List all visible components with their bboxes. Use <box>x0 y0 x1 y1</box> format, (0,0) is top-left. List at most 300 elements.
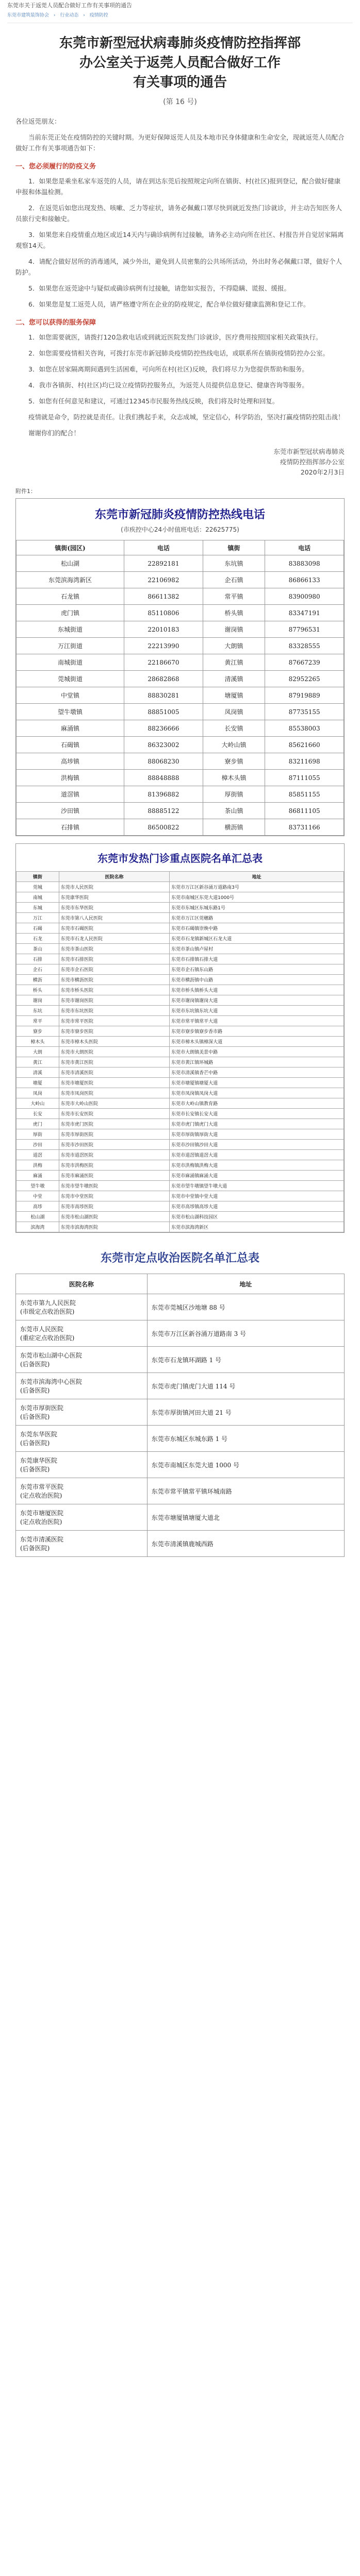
breadcrumb-item[interactable]: 东莞市建筑装饰协会 <box>7 13 50 18</box>
table-row <box>17 753 344 770</box>
hospital-name-cell: 东莞市常平医院 (定点收治医院) <box>16 1478 148 1504</box>
hospital-name-cell: 东莞市大朗医院 <box>59 1047 169 1057</box>
paragraph: 1．如果您是乘坐私家车返莞的人员，请在到达东莞后按照规定向所在镇街、村(社区)报到登记，配合做好健康申报和体温检测。 <box>15 177 341 196</box>
address-cell: 东莞市莞城区沙地塘 88 号 <box>147 1294 344 1320</box>
phone-cell: 87111055 <box>265 770 344 786</box>
table-row <box>17 671 344 687</box>
hospital-name-cell: 东莞市道滘医院 <box>59 1150 169 1160</box>
town-cell: 道滘镇 <box>17 786 124 803</box>
hospital-name-cell: 东莞市长安医院 <box>59 1109 169 1119</box>
signature-date: 2020年2月3日 <box>300 468 345 476</box>
document-number: (第 16 号) <box>163 98 197 106</box>
town-cell: 厚街镇 <box>203 786 265 803</box>
table-row <box>17 1037 344 1047</box>
hospital-name-cell: 东莞市洪梅医院 <box>59 1160 169 1171</box>
table-row <box>17 803 344 819</box>
paragraph: 5．如果您在返莞途中与疑似或确诊病例有过接触，请您如实报告，不得隐瞒、谎报、缓报。 <box>28 284 290 292</box>
town-cell: 长安 <box>17 1109 59 1119</box>
phone-cell: 83328555 <box>265 638 344 654</box>
town-cell: 凤岗镇 <box>203 704 265 720</box>
town-cell: 清溪 <box>17 1067 59 1078</box>
table-row <box>17 1098 344 1109</box>
hotline-table-subtitle: (市疾控中心24小时值班电话：22625775) <box>121 526 239 533</box>
town-cell: 常平 <box>17 1016 59 1026</box>
town-cell: 东坑镇 <box>203 555 265 572</box>
table-row <box>17 954 344 964</box>
address-cell: 东莞市松山湖科技园区 <box>170 1212 344 1222</box>
address-cell: 东莞市虎门镇虎门大道 114 号 <box>147 1373 344 1399</box>
table-row <box>17 704 344 720</box>
phone-cell: 85538003 <box>265 720 344 737</box>
phone-cell: 88848888 <box>124 770 203 786</box>
paragraph: 5．如您有任何意见和建议，可通过12345市民服务热线反映，我们将及时处理和回复。 <box>28 397 279 405</box>
designated-hospital-table-card <box>15 1243 345 1557</box>
phone-cell: 88830281 <box>124 687 203 704</box>
section-heading: 二、您可以获得的服务保障 <box>15 319 96 327</box>
paragraph: 4．请配合做好居所的消毒通风，减少外出，避免到人员密集的公共场所活动，外出时务必佩戴口罩，做好个人防护。 <box>15 258 342 276</box>
address-cell: 东莞市厚街镇河田大道 21 号 <box>147 1399 344 1426</box>
town-cell: 石碣 <box>17 923 59 934</box>
address-cell: 东莞市石排镇石排大道 <box>170 954 344 964</box>
table-row <box>17 1181 344 1191</box>
column-header: 电话 <box>124 540 203 555</box>
address-cell: 东莞市万江区新谷涌万道路南 3 号 <box>147 1320 344 1347</box>
hospital-name-cell: 东莞市松山湖中心医院 (后备医院) <box>16 1347 148 1373</box>
town-cell: 石排 <box>17 954 59 964</box>
table-row <box>17 819 344 836</box>
hospital-name-cell: 东莞市石排医院 <box>59 954 169 964</box>
table-row <box>17 1212 344 1222</box>
hospital-name-cell: 东莞市厚街医院 <box>59 1129 169 1140</box>
town-cell: 黄江 <box>17 1057 59 1067</box>
town-cell: 麻涌 <box>17 1171 59 1181</box>
designated-hospital-table-title: 东莞市定点收治医院名单汇总表 <box>100 1251 259 1265</box>
town-cell: 松山湖 <box>17 555 124 572</box>
breadcrumb <box>0 11 360 20</box>
address-cell: 东莞市桥头镇桥头大道 <box>170 985 344 995</box>
table-row <box>17 934 344 944</box>
town-cell: 茶山 <box>17 944 59 954</box>
phone-cell: 28682868 <box>124 671 203 687</box>
column-header: 地址 <box>170 872 344 882</box>
address-cell: 东莞市凤岗镇凤岗大道 <box>170 1088 344 1098</box>
phone-cell: 86323002 <box>124 737 203 753</box>
address-cell: 东莞市南城区东莞大道 1000 号 <box>147 1452 344 1478</box>
town-cell: 万江街道 <box>17 638 124 654</box>
phone-cell: 83731166 <box>265 819 344 836</box>
phone-cell: 22186670 <box>124 654 203 671</box>
phone-cell: 83211698 <box>265 753 344 770</box>
phone-cell: 83883098 <box>265 555 344 572</box>
hospital-name-cell: 东莞市虎门医院 <box>59 1119 169 1129</box>
table-row <box>17 1222 344 1232</box>
hospital-name-cell: 东莞市企石医院 <box>59 964 169 975</box>
address-cell: 东莞市大岭山镇教育路 <box>170 1098 344 1109</box>
table-row <box>17 1201 344 1212</box>
table-row <box>16 1294 345 1320</box>
table-row <box>17 1026 344 1037</box>
town-cell: 凤岗 <box>17 1088 59 1098</box>
table-row <box>17 1047 344 1057</box>
phone-cell: 86866133 <box>265 572 344 588</box>
town-cell: 桥头 <box>17 985 59 995</box>
table-row <box>17 1006 344 1016</box>
town-cell: 莞城街道 <box>17 671 124 687</box>
table-row <box>16 1504 345 1531</box>
table-row <box>17 1078 344 1088</box>
breadcrumb-item[interactable]: 疫情防控 <box>89 13 108 18</box>
town-cell: 沙田镇 <box>17 803 124 819</box>
town-cell: 清溪镇 <box>203 671 265 687</box>
address-cell: 东莞市沙田镇沙田大道 <box>170 1140 344 1150</box>
table-row <box>17 770 344 786</box>
phone-cell: 87735155 <box>265 704 344 720</box>
town-cell: 虎门 <box>17 1119 59 1129</box>
town-cell: 桥头镇 <box>203 605 265 621</box>
address-cell: 东莞市企石镇东山路 <box>170 964 344 975</box>
town-cell: 企石 <box>17 964 59 975</box>
address-cell: 东莞市茶山镇卢屋村 <box>170 944 344 954</box>
phone-cell: 87919889 <box>265 687 344 704</box>
town-cell: 东莞滨海湾新区 <box>17 572 124 588</box>
town-cell: 大岭山 <box>17 1098 59 1109</box>
town-cell: 莞城 <box>17 882 59 892</box>
table-row <box>17 786 344 803</box>
table-row <box>17 1119 344 1129</box>
phone-cell: 86611382 <box>124 588 203 605</box>
hospital-name-cell: 东莞市东坑医院 <box>59 1006 169 1016</box>
address-cell: 东莞市东坑镇东坑大道 <box>170 1006 344 1016</box>
town-cell: 东城 <box>17 903 59 913</box>
address-cell: 东莞市麻涌镇麻涌大道 <box>170 1171 344 1181</box>
address-cell: 东莞市石碣镇崇焕中路 <box>170 923 344 934</box>
table-row <box>16 1347 345 1373</box>
title-line: 有关事项的通告 <box>133 75 227 90</box>
table-row <box>17 1140 344 1150</box>
table-row <box>16 1531 345 1557</box>
hospital-name-cell: 东莞康华医院 (后备医院) <box>16 1452 148 1478</box>
town-cell: 长安镇 <box>203 720 265 737</box>
table-row <box>17 605 344 621</box>
hospital-name-cell: 东莞市清溪医院 (后备医院) <box>16 1531 148 1557</box>
paragraph: 3．如您在居家隔离期间遇到生活困难，可向所在村(社区)反映，我们将尽力为您提供帮助和服务。 <box>28 365 308 373</box>
hospital-name-cell: 东莞市常平医院 <box>59 1016 169 1026</box>
town-cell: 中堂 <box>17 1191 59 1201</box>
hospital-name-cell: 东莞市寮步医院 <box>59 1026 169 1037</box>
table-row <box>17 1160 344 1171</box>
town-cell: 樟木头镇 <box>203 770 265 786</box>
town-cell: 谢岗镇 <box>203 621 265 638</box>
table-row <box>17 964 344 975</box>
address-cell: 东莞市塘厦镇塘厦大道北 <box>147 1504 344 1531</box>
table-row <box>17 621 344 638</box>
town-cell: 石碣镇 <box>17 737 124 753</box>
hospital-name-cell: 东莞市桥头医院 <box>59 985 169 995</box>
town-cell: 虎门镇 <box>17 605 124 621</box>
title-line: 办公室关于返莞人员配合做好工作 <box>79 55 281 71</box>
phone-cell: 22106982 <box>124 572 203 588</box>
town-cell: 望牛墩 <box>17 1181 59 1191</box>
town-cell: 大朗镇 <box>203 638 265 654</box>
hospital-name-cell: 东莞市高埗医院 <box>59 1201 169 1212</box>
town-cell: 大岭山镇 <box>203 737 265 753</box>
phone-cell: 87796531 <box>265 621 344 638</box>
phone-cell: 22892181 <box>124 555 203 572</box>
intro-paragraph: 当前东莞正处在疫情防控的关键时期。为更好保障返莞人员及本地市民身体健康和生命安全，现就返莞人员配合做好工作有关事项通告如下： <box>15 133 345 152</box>
section-heading: 一、您必须履行的防疫义务 <box>15 163 96 171</box>
table-row <box>17 555 344 572</box>
town-cell: 塘厦 <box>17 1078 59 1088</box>
town-cell: 石龙镇 <box>17 588 124 605</box>
town-cell: 企石镇 <box>203 572 265 588</box>
hospital-name-cell: 东莞市塘厦医院 (定点收治医院) <box>16 1504 148 1531</box>
table-row <box>17 720 344 737</box>
paragraph: 2．如您需要疫情相关咨询，可拨打东莞市新冠肺炎疫情防控热线电话，或联系所在镇街疫情防控办公室。 <box>28 349 329 357</box>
table-row <box>17 572 344 588</box>
column-header: 电话 <box>265 540 344 555</box>
hospital-name-cell: 东莞市第九人民医院 (市级定点收治医院) <box>16 1294 148 1320</box>
hospital-name-cell: 东莞市人民医院 (重症定点收治医院) <box>16 1320 148 1347</box>
hospital-name-cell: 东莞市东华医院 <box>59 903 169 913</box>
hospital-name-cell: 东莞市望牛墩医院 <box>59 1181 169 1191</box>
signature-line: 东莞市新型冠状病毒肺炎 <box>273 448 345 455</box>
table-row <box>17 944 344 954</box>
salutation: 各位返莞朋友： <box>15 117 61 125</box>
column-header: 地址 <box>147 1274 344 1294</box>
table-row <box>17 1109 344 1119</box>
address-cell: 东莞市常平镇常平大道 <box>170 1016 344 1026</box>
table-row <box>17 1057 344 1067</box>
attachment-label: 附件1： <box>15 488 36 495</box>
hospital-name-cell: 东莞市人民医院 <box>59 882 169 892</box>
table-row <box>17 903 344 913</box>
town-cell: 东坑 <box>17 1006 59 1016</box>
hospital-name-cell: 东莞东华医院 (后备医院) <box>16 1426 148 1452</box>
thanks-line: 谢谢你们的配合！ <box>28 429 80 437</box>
breadcrumb-separator: › <box>53 13 56 18</box>
phone-cell: 85110806 <box>124 605 203 621</box>
table-row <box>17 892 344 903</box>
phone-cell: 86811105 <box>265 803 344 819</box>
table-row <box>17 923 344 934</box>
table-row <box>17 913 344 923</box>
town-cell: 中堂镇 <box>17 687 124 704</box>
address-cell: 东莞市石龙镇环湖路 1 号 <box>147 1347 344 1373</box>
phone-cell: 83900980 <box>265 588 344 605</box>
address-cell: 东莞市洪梅镇洪梅大道 <box>170 1160 344 1171</box>
column-header: 镇街 <box>203 540 265 555</box>
hospital-name-cell: 东莞市石龙人民医院 <box>59 934 169 944</box>
town-cell: 横沥 <box>17 975 59 985</box>
hotline-table-title: 东莞市新冠肺炎疫情防控热线电话 <box>94 508 265 521</box>
town-cell: 石龙 <box>17 934 59 944</box>
hospital-name-cell: 东莞市大岭山医院 <box>59 1098 169 1109</box>
table-row <box>17 687 344 704</box>
town-cell: 寮步 <box>17 1026 59 1037</box>
address-cell: 东莞市东城区东城东路1号 <box>170 903 344 913</box>
address-cell: 东莞市道滘镇道滘大道 <box>170 1150 344 1160</box>
address-cell: 东莞市厚街镇厚街大道 <box>170 1129 344 1140</box>
paragraph: 4．我市各镇街、村(社区)均已设立疫情防控服务点，为返莞人员提供信息登记、健康咨询等服务。 <box>28 381 308 389</box>
address-cell: 东莞市黄江镇环城路 <box>170 1057 344 1067</box>
town-cell: 横沥镇 <box>203 819 265 836</box>
table-row <box>17 1191 344 1201</box>
town-cell: 高埗镇 <box>17 753 124 770</box>
hospital-name-cell: 东莞市第八人民医院 <box>59 913 169 923</box>
phone-cell: 85851155 <box>265 786 344 803</box>
table-row <box>17 995 344 1006</box>
column-header: 医院名称 <box>59 872 169 882</box>
address-cell: 东莞市常平镇常平镇环城南路 <box>147 1478 344 1504</box>
phone-cell: 81396882 <box>124 786 203 803</box>
hospital-name-cell: 东莞市凤岗医院 <box>59 1088 169 1098</box>
town-cell: 松山湖 <box>17 1212 59 1222</box>
address-cell: 东莞市虎门镇虎门大道 <box>170 1119 344 1129</box>
article <box>0 33 360 478</box>
window-title: 东莞市关于返莞人员配合做好工作有关事项的通告 <box>0 0 360 11</box>
town-cell: 滨海湾 <box>17 1222 59 1232</box>
closing-paragraph: 疫情就是命令，防控就是责任。让我们携起手来，众志成城，坚定信心，科学防治，坚决打赢疫情防控阻击战！ <box>28 413 345 421</box>
breadcrumb-separator: › <box>83 13 85 18</box>
phone-cell: 22213990 <box>124 638 203 654</box>
breadcrumb-item[interactable]: 行业动态 <box>60 13 79 18</box>
table-row <box>16 1320 345 1347</box>
hospital-name-cell: 东莞市茶山医院 <box>59 944 169 954</box>
phone-cell: 88068230 <box>124 753 203 770</box>
fever-clinic-table-card <box>15 843 345 1233</box>
phone-cell: 22010183 <box>124 621 203 638</box>
hospital-name-cell: 东莞市滨海湾医院 <box>59 1222 169 1232</box>
town-cell: 道滘 <box>17 1150 59 1160</box>
town-cell: 厚街 <box>17 1129 59 1140</box>
town-cell: 沙田 <box>17 1140 59 1150</box>
phone-cell: 88236666 <box>124 720 203 737</box>
address-cell: 东莞市寮步镇寮步香市路 <box>170 1026 344 1037</box>
hotline-table <box>16 540 344 836</box>
column-header: 镇街 <box>17 872 59 882</box>
address-cell: 东莞市万江区莞穗路 <box>170 913 344 923</box>
hospital-name-cell: 东莞康华医院 <box>59 892 169 903</box>
town-cell: 寮步镇 <box>203 753 265 770</box>
address-cell: 东莞市望牛墩镇望牛墩大道 <box>170 1181 344 1191</box>
town-cell: 东城街道 <box>17 621 124 638</box>
table-row <box>17 975 344 985</box>
paragraph: 6．如果您是复工返莞人员，请严格遵守所在企业的防疫规定，配合单位做好健康监测和登记工作。 <box>28 300 310 308</box>
hospital-name-cell: 东莞市谢岗医院 <box>59 995 169 1006</box>
town-cell: 麻涌镇 <box>17 720 124 737</box>
town-cell: 南城 <box>17 892 59 903</box>
signature <box>15 447 345 478</box>
column-header: 镇街(园区) <box>17 540 124 555</box>
hospital-name-cell: 东莞市黄江医院 <box>59 1057 169 1067</box>
article-title <box>15 33 345 92</box>
table-row <box>17 1171 344 1181</box>
column-header: 医院名称 <box>16 1274 148 1294</box>
table-row <box>17 737 344 753</box>
table-row <box>16 1399 345 1426</box>
address-cell: 东莞市长安镇长安大道 <box>170 1109 344 1119</box>
phone-cell: 83347191 <box>265 605 344 621</box>
address-cell: 东莞市清溪镇香芒中路 <box>170 1067 344 1078</box>
address-cell: 东莞市谢岗镇谢岗大道 <box>170 995 344 1006</box>
table-row <box>17 1088 344 1098</box>
table-row <box>17 1016 344 1026</box>
hospital-name-cell: 东莞市沙田医院 <box>59 1140 169 1150</box>
town-cell: 塘厦镇 <box>203 687 265 704</box>
hospital-name-cell: 东莞市滨海湾中心医院 (后备医院) <box>16 1373 148 1399</box>
hospital-name-cell: 东莞市松山湖医院 <box>59 1212 169 1222</box>
table-row <box>16 1478 345 1504</box>
hospital-name-cell: 东莞市横沥医院 <box>59 975 169 985</box>
town-cell: 谢岗 <box>17 995 59 1006</box>
paragraph: 2．在返莞后如您出现发热、咳嗽、乏力等症状，请务必佩戴口罩尽快到就近发热门诊就诊，并主动告知医务人员旅行史和接触史。 <box>15 204 342 223</box>
table-row <box>17 654 344 671</box>
town-cell: 茶山镇 <box>203 803 265 819</box>
signature-line: 疫情防控指挥部办公室 <box>280 458 345 466</box>
town-cell: 大朗 <box>17 1047 59 1057</box>
address-cell: 东莞市樟木头镇樟深大道 <box>170 1037 344 1047</box>
table-row <box>17 1067 344 1078</box>
fever-clinic-table <box>16 871 344 1232</box>
table-row <box>17 1129 344 1140</box>
address-cell: 东莞市塘厦镇塘厦大道 <box>170 1078 344 1088</box>
address-cell: 东莞市石龙镇新城区石龙大道 <box>170 934 344 944</box>
table-row <box>16 1373 345 1399</box>
table-row <box>17 882 344 892</box>
table-row <box>16 1426 345 1452</box>
hospital-name-cell: 东莞市石碣医院 <box>59 923 169 934</box>
hospital-name-cell: 东莞市厚街医院 (后备医院) <box>16 1399 148 1426</box>
town-cell: 黄江镇 <box>203 654 265 671</box>
table-row <box>17 638 344 654</box>
phone-cell: 86500822 <box>124 819 203 836</box>
hotline-table-card <box>15 498 345 836</box>
town-cell: 南城街道 <box>17 654 124 671</box>
town-cell: 樟木头 <box>17 1037 59 1047</box>
town-cell: 高埗 <box>17 1201 59 1212</box>
town-cell: 洪梅镇 <box>17 770 124 786</box>
phone-cell: 88851005 <box>124 704 203 720</box>
paragraph: 1．如您需要就医，请拨打120急救电话或到就近医院发热门诊就诊，医疗费用按照国家相关政策执行。 <box>28 333 322 341</box>
address-cell: 东莞市万江区新谷涌万道路南3号 <box>170 882 344 892</box>
hospital-name-cell: 东莞市塘厦医院 <box>59 1078 169 1088</box>
hospital-name-cell: 东莞市中堂医院 <box>59 1191 169 1201</box>
title-line: 东莞市新型冠状病毒肺炎疫情防控指挥部 <box>59 36 301 51</box>
designated-hospital-table <box>15 1274 345 1557</box>
address-cell: 东莞市东城区东城东路 1 号 <box>147 1426 344 1452</box>
address-cell: 东莞市南城区东莞大道1000号 <box>170 892 344 903</box>
hospital-name-cell: 东莞市清溪医院 <box>59 1067 169 1078</box>
address-cell: 东莞市滨海湾新区 <box>170 1222 344 1232</box>
address-cell: 东莞市高埗镇高埗大道 <box>170 1201 344 1212</box>
address-cell: 东莞市大朗镇美景中路 <box>170 1047 344 1057</box>
table-row <box>17 588 344 605</box>
table-row <box>16 1452 345 1478</box>
town-cell: 万江 <box>17 913 59 923</box>
phone-cell: 87667239 <box>265 654 344 671</box>
town-cell: 常平镇 <box>203 588 265 605</box>
town-cell: 石排镇 <box>17 819 124 836</box>
phone-cell: 82952265 <box>265 671 344 687</box>
address-cell: 东莞市清溪镇鹿城西路 <box>147 1531 344 1557</box>
town-cell: 洪梅 <box>17 1160 59 1171</box>
town-cell: 望牛墩镇 <box>17 704 124 720</box>
hospital-name-cell: 东莞市樟木头医院 <box>59 1037 169 1047</box>
address-cell: 东莞市横沥镇中山路 <box>170 975 344 985</box>
hospital-name-cell: 东莞市麻涌医院 <box>59 1171 169 1181</box>
paragraph: 3．如果您来自疫情重点地区或近14天内与确诊病例有过接触，请务必主动向所在社区、村报告并自觉居家隔离观察14天。 <box>15 231 344 249</box>
phone-cell: 85621660 <box>265 737 344 753</box>
